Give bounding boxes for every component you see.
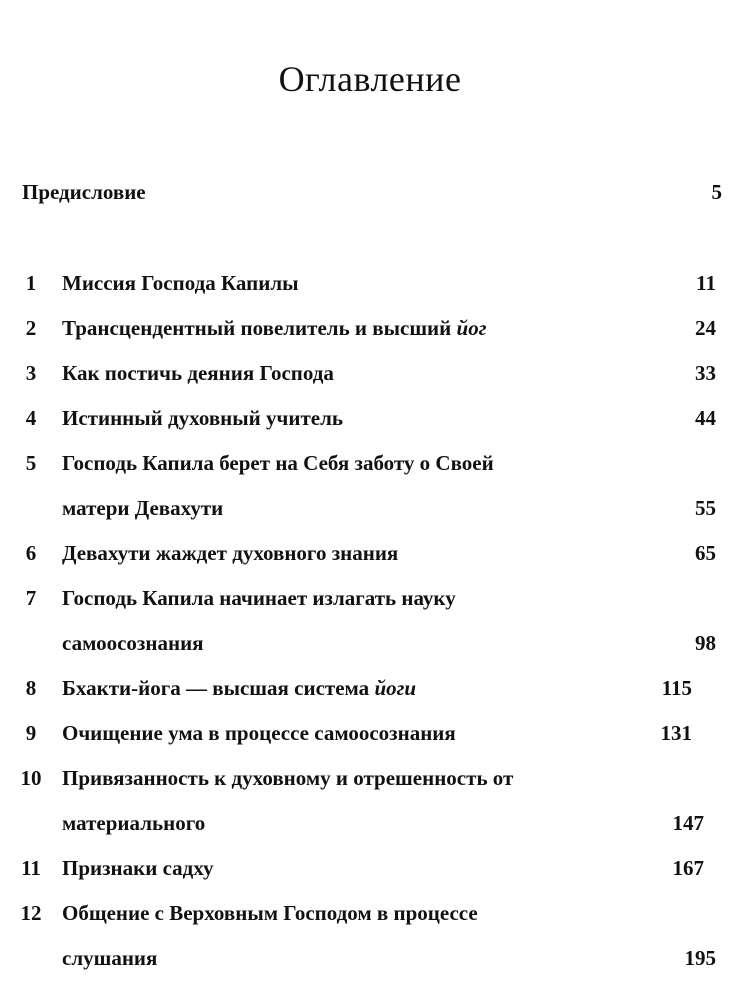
chapter-page-number: 147 bbox=[672, 811, 704, 835]
chapter-number: 12 bbox=[20, 901, 42, 925]
toc-entry bbox=[0, 403, 740, 448]
toc-entry bbox=[0, 898, 740, 943]
chapter-page-number: 131 bbox=[660, 721, 692, 745]
toc-entry-continuation bbox=[0, 808, 740, 853]
toc-entry-continuation bbox=[0, 493, 740, 538]
chapter-title: Как постичь деяния Господа bbox=[62, 361, 334, 385]
chapter-number: 2 bbox=[25, 316, 37, 340]
chapter-title: Привязанность к духовному и отрешенность от bbox=[62, 766, 514, 790]
chapter-page-number: 11 bbox=[696, 271, 716, 295]
chapter-number: 10 bbox=[20, 766, 42, 790]
chapter-title bbox=[62, 673, 416, 703]
chapter-title: Господь Капила начинает излагать науку bbox=[62, 586, 456, 610]
chapter-number: 11 bbox=[21, 856, 41, 880]
chapter-title: Миссия Господа Капилы bbox=[62, 271, 299, 295]
toc-entry bbox=[0, 358, 740, 403]
toc-entry bbox=[0, 718, 740, 763]
toc-entry bbox=[0, 268, 740, 313]
chapter-number: 5 bbox=[25, 451, 37, 475]
chapter-title: Истинный духовный учитель bbox=[62, 406, 343, 430]
chapter-title-continuation: слушания bbox=[62, 946, 158, 970]
chapter-page-number: 98 bbox=[695, 631, 716, 655]
entry-title: Предисловие bbox=[22, 180, 146, 204]
chapter-number: 6 bbox=[25, 541, 37, 565]
chapter-number: 4 bbox=[25, 406, 37, 430]
toc-entry bbox=[0, 583, 740, 628]
toc-entry bbox=[0, 853, 740, 898]
chapter-title bbox=[62, 313, 486, 343]
chapter-title: Общение с Верховным Господом в процессе bbox=[62, 901, 478, 925]
chapter-number: 7 bbox=[25, 586, 37, 610]
chapter-page-number: 115 bbox=[661, 676, 692, 700]
chapter-page-number: 24 bbox=[695, 316, 716, 340]
chapter-title: Господь Капила берет на Себя заботу о Своей bbox=[62, 451, 494, 475]
chapter-title: Признаки садху bbox=[62, 856, 214, 880]
chapter-title-italic: йог bbox=[456, 316, 487, 340]
chapter-number: 8 bbox=[25, 676, 37, 700]
chapter-page-number: 55 bbox=[695, 496, 716, 520]
chapter-page-number: 44 bbox=[695, 406, 716, 430]
chapter-number: 9 bbox=[25, 721, 37, 745]
chapter-page-number: 65 bbox=[695, 541, 716, 565]
toc-entry bbox=[0, 313, 740, 358]
toc-entry-continuation bbox=[0, 943, 740, 988]
toc-entry bbox=[0, 448, 740, 493]
chapter-title-text: Трансцендентный повелитель и высший bbox=[62, 316, 457, 340]
chapter-title: Девахути жаждет духовного знания bbox=[62, 541, 399, 565]
page-title: Оглавление bbox=[278, 59, 462, 99]
chapter-page-number: 167 bbox=[672, 856, 704, 880]
toc-entry bbox=[0, 763, 740, 808]
chapter-title-text: Бхакти-йога — высшая система bbox=[62, 676, 375, 700]
toc-list bbox=[0, 268, 740, 988]
toc-entry-continuation bbox=[0, 628, 740, 673]
chapter-title-continuation: матери Девахути bbox=[62, 496, 224, 520]
toc-entry bbox=[0, 673, 740, 718]
chapter-page-number: 33 bbox=[695, 361, 716, 385]
chapter-title-italic: йоги bbox=[374, 676, 417, 700]
chapter-title-continuation: материального bbox=[62, 811, 206, 835]
chapter-number: 1 bbox=[25, 271, 37, 295]
chapter-page-number: 195 bbox=[684, 946, 716, 970]
chapter-title: Очищение ума в процессе самоосознания bbox=[62, 721, 456, 745]
chapter-number: 3 bbox=[25, 361, 37, 385]
toc-entry bbox=[0, 538, 740, 583]
chapter-title-continuation: самоосознания bbox=[62, 631, 204, 655]
entry-page-number: 5 bbox=[711, 180, 722, 204]
